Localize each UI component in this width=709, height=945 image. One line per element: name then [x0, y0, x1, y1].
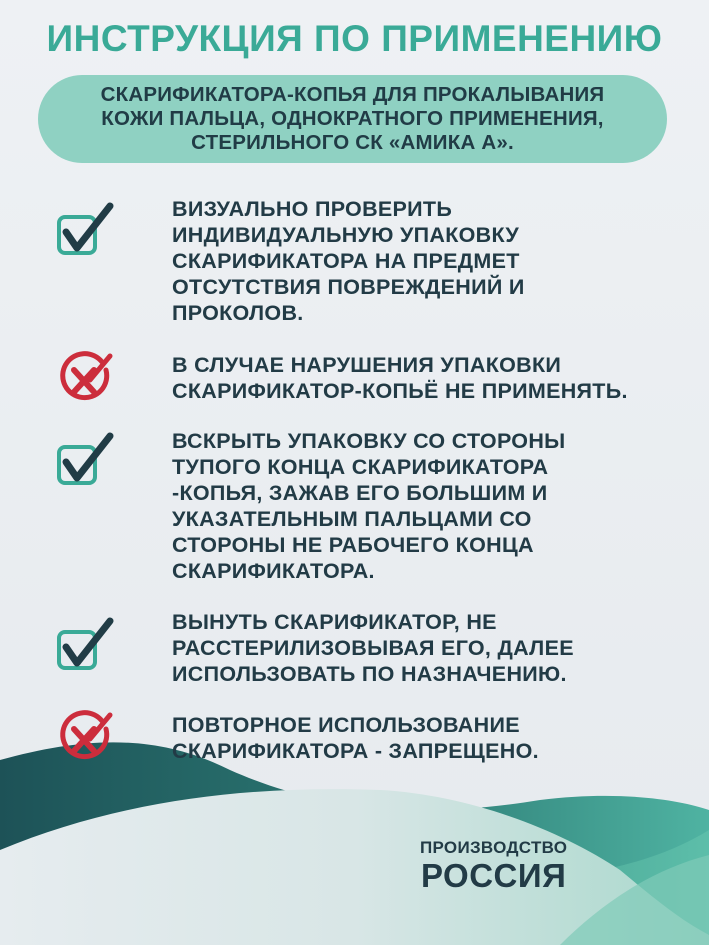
instruction-text-4: ВЫНУТЬ СКАРИФИКАТОР, НЕ РАССТЕРИЛИЗОВЫВАЯ ЕГО, ДАЛЕЕ ИСПОЛЬЗОВАТЬ ПО НАЗНАЧЕНИЮ.	[172, 610, 574, 686]
cross-icon	[54, 709, 116, 771]
instruction-text-1: ВИЗУАЛЬНО ПРОВЕРИТЬ ИНДИВИДУАЛЬНУЮ УПАКОВКУ СКАРИФИКАТОРА НА ПРЕДМЕТ ОТСУТСТВИЯ ПОВРЕЖДЕНИЙ И ПРОКОЛОВ.	[172, 197, 525, 325]
instruction-text-2: В СЛУЧАЕ НАРУШЕНИЯ УПАКОВКИ СКАРИФИКАТОР-КОПЬЁ НЕ ПРИМЕНЯТЬ.	[172, 353, 628, 403]
origin-label-country: РОССИЯ	[420, 857, 567, 894]
instruction-text-3: ВСКРЫТЬ УПАКОВКУ СО СТОРОНЫ ТУПОГО КОНЦА СКАРИФИКАТОРА -КОПЬЯ, ЗАЖАВ ЕГО БОЛЬШИМ И УКАЗАТЕЛЬНЫМ ПАЛЬЦАМИ СО СТОРОНЫ НЕ РАБОЧЕГО КОНЦА СКАРИФИКАТОРА.	[172, 429, 566, 583]
check-icon	[54, 430, 116, 492]
origin-label	[420, 838, 567, 894]
subtitle-banner	[38, 75, 667, 163]
origin-label-line1: ПРОИЗВОДСТВО	[420, 838, 568, 857]
cross-icon	[54, 350, 116, 412]
check-icon	[54, 200, 116, 262]
page-title: ИНСТРУКЦИЯ ПО ПРИМЕНЕНИЮ	[46, 18, 663, 59]
check-icon	[54, 615, 116, 677]
subtitle-text: СКАРИФИКАТОРА-КОПЬЯ ДЛЯ ПРОКАЛЫВАНИЯ КОЖИ ПАЛЬЦА, ОДНОКРАТНОГО ПРИМЕНЕНИЯ, СТЕРИЛЬНОГО СК «АМИКА А».	[100, 83, 605, 154]
instruction-text-5: ПОВТОРНОЕ ИСПОЛЬЗОВАНИЕ СКАРИФИКАТОРА - ЗАПРЕЩЕНО.	[172, 713, 539, 763]
